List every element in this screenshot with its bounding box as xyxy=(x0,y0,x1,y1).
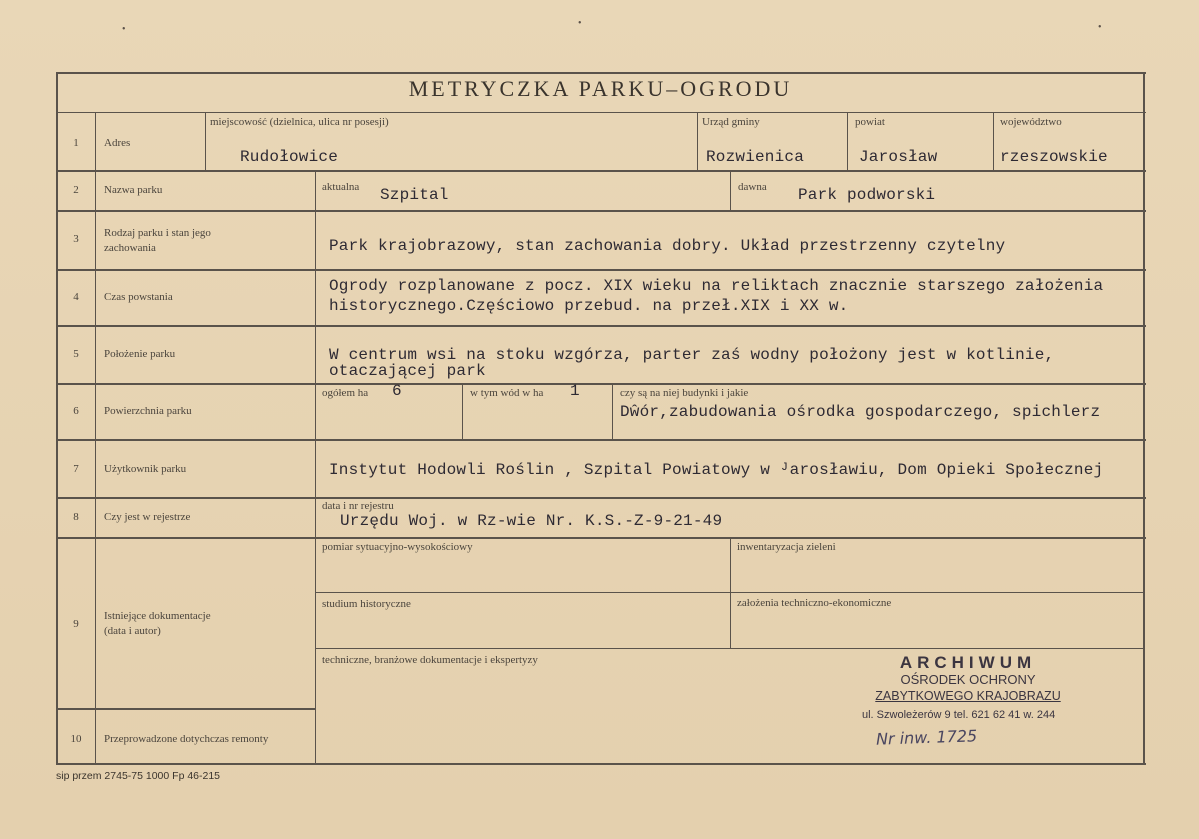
greenery-label: inwentaryzacja zieleni xyxy=(737,541,836,553)
rule xyxy=(612,383,613,439)
frame-bottom xyxy=(56,763,1146,765)
location-value: W centrum wsi na stoku wzgórza, parter zaś wodny położony jest w kotlinie, xyxy=(329,346,1055,364)
locality-value: Rudołowice xyxy=(240,148,339,166)
address-label: Adres xyxy=(104,137,131,149)
location-value-line2: otaczającej park xyxy=(329,362,486,380)
park-type-label-line2: zachowania xyxy=(104,242,156,254)
archive-stamp-title: ARCHIWUM xyxy=(899,653,1037,672)
speck-mark: • xyxy=(122,24,126,35)
origin-time-value-line2: historycznego.Częściowo przebud. na przeł.XIX i XX w. xyxy=(329,297,849,315)
water-area-value: 1 xyxy=(570,382,580,400)
archive-stamp-address: ul. Szwoleżerów 9 tel. 621 62 41 w. 244 xyxy=(862,709,1056,721)
voivodeship-label: województwo xyxy=(1000,116,1062,128)
speck-mark: • xyxy=(578,18,582,29)
buildings-value: Dŵór,zabudowania ośrodka gospodarczego, spichlerz xyxy=(620,403,1101,421)
user-value: Instytut Hodowli Roślin , Szpital Powiatowy w ᴶarosławiu, Dom Opieki Społecznej xyxy=(329,461,1104,479)
form-title: METRYCZKA PARKU–OGRODU xyxy=(408,76,793,101)
speck-mark: • xyxy=(1098,22,1102,33)
rule xyxy=(462,383,463,439)
current-name-value: Szpital xyxy=(380,186,449,204)
row-number: 3 xyxy=(73,233,79,245)
commune-label: Urząd gminy xyxy=(702,116,760,128)
rule xyxy=(205,112,206,170)
history-study-label: studium historyczne xyxy=(322,598,411,610)
origin-time-label: Czas powstania xyxy=(104,291,173,303)
former-name-label: dawna xyxy=(738,181,767,193)
rule xyxy=(697,112,698,170)
water-area-label: w tym wód w ha xyxy=(470,387,544,399)
former-name-value: Park podworski xyxy=(798,186,936,204)
rule xyxy=(56,537,1146,539)
locality-label: miejscowość (dzielnica, ulica nr posesji) xyxy=(210,116,389,128)
register-date-label: data i nr rejestru xyxy=(322,500,394,512)
rule xyxy=(56,439,1146,441)
row-number: 10 xyxy=(70,733,82,745)
rule xyxy=(56,112,1146,113)
total-area-label: ogółem ha xyxy=(322,387,369,399)
row-number: 1 xyxy=(73,137,79,149)
row-number: 8 xyxy=(73,511,79,523)
rule xyxy=(56,170,1146,172)
rule xyxy=(315,170,316,763)
print-footer: sip przem 2745-75 1000 Fp 46-215 xyxy=(56,770,221,782)
user-label: Użytkownik parku xyxy=(104,463,187,475)
row-number: 4 xyxy=(73,291,79,303)
row-number: 6 xyxy=(73,405,79,417)
archive-stamp-line3: ZABYTKOWEGO KRAJOBRAZU xyxy=(875,689,1061,703)
rule xyxy=(730,170,731,210)
survey-label: pomiar sytuacyjno-wysokościowy xyxy=(322,541,473,553)
voivodeship-value: rzeszowskie xyxy=(1000,148,1108,166)
area-label: Powierzchnia parku xyxy=(104,405,192,417)
frame-left xyxy=(56,72,58,765)
rule xyxy=(56,210,1146,212)
frame-top xyxy=(56,72,1146,74)
current-name-label: aktualna xyxy=(322,181,360,193)
handwritten-inventory-number: Nr inw. 1725 xyxy=(875,726,978,749)
park-type-label: Rodzaj parku i stan jego xyxy=(104,227,211,239)
row-number: 2 xyxy=(73,184,79,196)
park-type-value: Park krajobrazowy, stan zachowania dobry. Układ przestrzenny czytelny xyxy=(329,237,1006,255)
renovations-label: Przeprowadzone dotychczas remonty xyxy=(104,733,269,745)
commune-value: Rozwienica xyxy=(706,148,805,166)
origin-time-value: Ogrody rozplanowane z pocz. XIX wieku na reliktach znacznie starszego założenia xyxy=(329,277,1104,295)
district-value: Jarosław xyxy=(859,148,938,166)
frame-right xyxy=(1143,72,1145,765)
park-name-label: Nazwa parku xyxy=(104,184,163,196)
rule xyxy=(56,325,1146,327)
row-number: 9 xyxy=(73,618,79,630)
district-label: powiat xyxy=(855,116,885,128)
rule xyxy=(315,648,1145,649)
rule xyxy=(730,537,731,648)
rule xyxy=(993,112,994,170)
register-label: Czy jest w rejestrze xyxy=(104,511,191,523)
row-number: 7 xyxy=(73,463,79,475)
technical-docs-label: techniczne, branżowe dokumentacje i ekspertyzy xyxy=(322,654,538,666)
register-value: Urzędu Woj. w Rz-wie Nr. K.S.-Z-9-21-49 xyxy=(340,512,723,530)
documentation-label-line2: (data i autor) xyxy=(104,625,161,637)
documentation-label: Istniejące dokumentacje xyxy=(104,610,211,622)
buildings-label: czy są na niej budynki i jakie xyxy=(620,387,749,399)
economic-label: założenia techniczno-ekonomiczne xyxy=(737,597,892,609)
rule xyxy=(56,269,1146,271)
rule xyxy=(847,112,848,170)
rule xyxy=(56,497,1146,499)
archive-stamp-line2: OŚRODEK OCHRONY xyxy=(900,672,1036,687)
row-number: 5 xyxy=(73,348,79,360)
location-label: Położenie parku xyxy=(104,348,176,360)
rule xyxy=(56,383,1146,385)
rule xyxy=(95,112,96,763)
total-area-value: 6 xyxy=(392,382,402,400)
